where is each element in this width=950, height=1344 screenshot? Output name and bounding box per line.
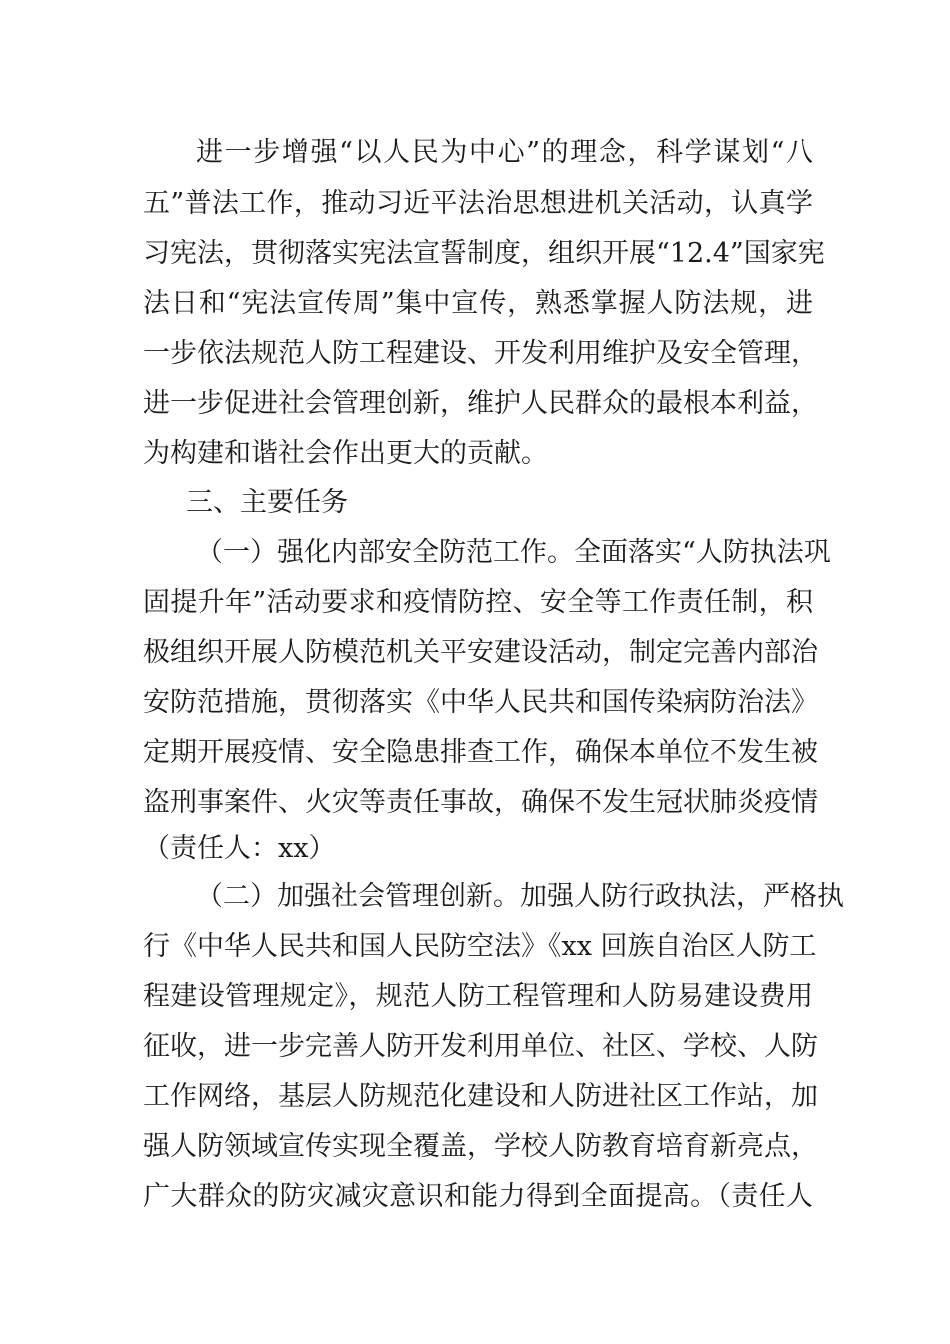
paragraph-3-line-5: 工作网络，基层人防规范化建设和人防进社区工作站，加 xyxy=(143,1081,818,1112)
paragraph-2-line-4: 安防范措施，贯彻落实《中华人民共和国传染病防治法》 xyxy=(143,687,818,718)
paragraph-3-line-4: 征收，进一步完善人防开发利用单位、社区、学校、人防 xyxy=(143,1031,818,1062)
paragraph-1-line-7: 为构建和谐社会作出更大的贡献。 xyxy=(143,438,548,469)
paragraph-3-line-1: （二）加强社会管理创新。加强人防行政执法，严格执 xyxy=(196,881,844,912)
paragraph-2-line-2: 固提升年”活动要求和疫情防控、安全等工作责任制，积 xyxy=(143,587,813,618)
paragraph-2-line-3: 极组织开展人防模范机关平安建设活动，制定完善内部治 xyxy=(143,637,818,668)
paragraph-1-line-4: 法日和“宪法宣传周”集中宣传，熟悉掌握人防法规，进 xyxy=(143,288,813,319)
paragraph-2-line-6: 盗刑事案件、火灾等责任事故，确保不发生冠状肺炎疫情 xyxy=(143,787,818,818)
paragraph-2-line-7: （责任人：xx） xyxy=(143,833,336,864)
paragraph-3-line-3: 程建设管理规定》，规范人防工程管理和人防易建设费用 xyxy=(143,981,813,1012)
paragraph-3-line-2: 行《中华人民共和国人民防空法》《xx 回族自治区人防工 xyxy=(143,931,817,962)
paragraph-3-line-7: 广大群众的防灾减灾意识和能力得到全面提高。（责任人 xyxy=(143,1181,813,1212)
paragraph-3-line-6: 强人防领域宣传实现全覆盖，学校人防教育培育新亮点， xyxy=(143,1131,818,1162)
section-heading: 三、主要任务 xyxy=(186,487,348,518)
paragraph-1-line-3: 习宪法，贯彻落实宪法宣誓制度，组织开展“12.4”国家宪 xyxy=(143,238,825,269)
paragraph-1-line-1: 进一步增强“以人民为中心”的理念，科学谋划“八 xyxy=(196,137,813,168)
paragraph-2-line-5: 定期开展疫情、安全隐患排查工作，确保本单位不发生被 xyxy=(143,737,818,768)
paragraph-1-line-6: 进一步促进社会管理创新，维护人民群众的最根本利益， xyxy=(143,388,818,419)
paragraph-2-line-1: （一）强化内部安全防范工作。全面落实“人防执法巩 xyxy=(196,537,831,568)
paragraph-1-line-2: 五”普法工作，推动习近平法治思想进机关活动，认真学 xyxy=(143,188,813,219)
paragraph-1-line-5: 一步依法规范人防工程建设、开发利用维护及安全管理， xyxy=(143,338,818,369)
